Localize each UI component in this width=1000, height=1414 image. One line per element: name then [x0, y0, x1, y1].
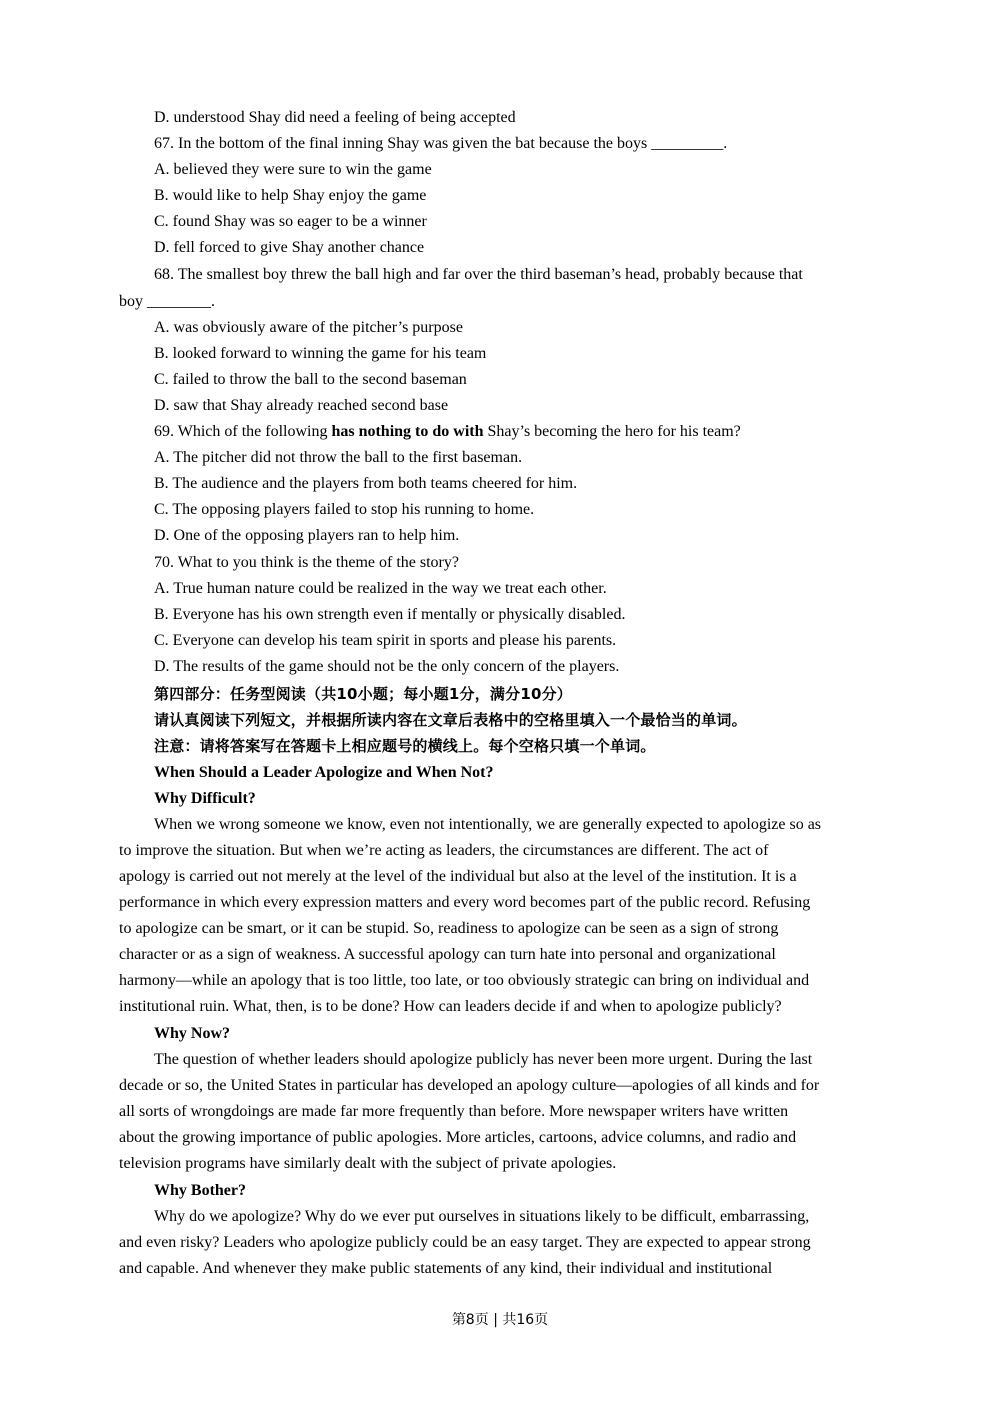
page-separator: |	[493, 1312, 498, 1328]
q66-option-d: D. understood Shay did need a feeling of being accepted	[154, 109, 516, 126]
s1-line: apology is carried out not merely at the level of the individual but also at the level of the institution. It is a	[119, 868, 797, 885]
q67-option-c: C. found Shay was so eager to be a winner	[154, 213, 427, 230]
q69-option-b: B. The audience and the players from both teams cheered for him.	[154, 475, 578, 492]
s3-line: Why do we apologize? Why do we ever put ourselves in situations likely to be difficult, embarrassing,	[154, 1208, 810, 1225]
section-heading-why-now: Why Now?	[154, 1025, 231, 1042]
s1-line: character or as a sign of weakness. A successful apology can turn hate into personal and organizational	[119, 946, 776, 963]
section-heading-why-bother: Why Bother?	[154, 1182, 246, 1199]
s2-line: television programs have similarly dealt with the subject of private apologies.	[119, 1155, 617, 1172]
q67-option-b: B. would like to help Shay enjoy the game	[154, 187, 427, 204]
page-number: 第8页	[451, 1312, 489, 1328]
q70-option-c: C. Everyone can develop his team spirit in sports and please his parents.	[154, 632, 617, 649]
q69-stem	[154, 422, 741, 442]
q68-stem-line2: boy ________.	[119, 293, 215, 310]
q68-option-c: C. failed to throw the ball to the second baseman	[154, 371, 467, 388]
q69-option-c: C. The opposing players failed to stop his running to home.	[154, 501, 535, 518]
s1-line: When we wrong someone we know, even not intentionally, we are generally expected to apologize so as	[154, 816, 822, 833]
s2-line: about the growing importance of public apologies. More articles, cartoons, advice columns, and radio and	[119, 1129, 797, 1146]
q68-option-a: A. was obviously aware of the pitcher’s purpose	[154, 319, 463, 336]
q69-option-a: A. The pitcher did not throw the ball to the first baseman.	[154, 449, 523, 466]
part4-note: 注意：请将答案写在答题卡上相应题号的横线上。每个空格只填一个单词。	[154, 737, 656, 755]
q70-option-b: B. Everyone has his own strength even if mentally or physically disabled.	[154, 606, 626, 623]
q67-stem: 67. In the bottom of the final inning Shay was given the bat because the boys _________.	[154, 135, 728, 152]
section-heading-why-difficult: Why Difficult?	[154, 790, 256, 807]
s1-line: to improve the situation. But when we’re acting as leaders, the circumstances are different. The act of	[119, 842, 769, 859]
s1-line: performance in which every expression matters and every word becomes part of the public record. Refusing	[119, 894, 811, 911]
q69-stem-post: Shay’s becoming the hero for his team?	[483, 423, 741, 440]
s3-line: and even risky? Leaders who apologize publicly could be an easy target. They are expected to appear strong	[119, 1234, 811, 1251]
s1-line: institutional ruin. What, then, is to be done? How can leaders decide if and when to apologize publicly?	[119, 998, 782, 1015]
page-footer	[0, 1310, 1000, 1330]
q68-option-d: D. saw that Shay already reached second base	[154, 397, 449, 414]
q69-stem-pre: 69. Which of the following	[154, 423, 332, 440]
article-title: When Should a Leader Apologize and When Not?	[154, 764, 494, 781]
q68-option-b: B. looked forward to winning the game for his team	[154, 345, 487, 362]
q70-option-a: A. True human nature could be realized in the way we treat each other.	[154, 580, 607, 597]
page-total: 共16页	[502, 1312, 549, 1328]
q68-stem-line1: 68. The smallest boy threw the ball high and far over the third baseman’s head, probably because that	[154, 266, 803, 283]
s1-line: to apologize can be smart, or it can be stupid. So, readiness to apologize can be seen as a sign of strong	[119, 920, 779, 937]
s2-line: all sorts of wrongdoings are made far more frequently than before. More newspaper writers have written	[119, 1103, 789, 1120]
q67-option-a: A. believed they were sure to win the game	[154, 161, 432, 178]
part4-heading: 第四部分：任务型阅读（共10小题；每小题1分，满分10分）	[154, 685, 572, 703]
s2-line: decade or so, the United States in particular has developed an apology culture—apologies of all kinds and for	[119, 1077, 820, 1094]
s3-line: and capable. And whenever they make public statements of any kind, their individual and institutional	[119, 1260, 773, 1277]
q67-option-d: D. fell forced to give Shay another chance	[154, 239, 425, 256]
part4-instruction: 请认真阅读下列短文，并根据所读内容在文章后表格中的空格里填入一个最恰当的单词。	[154, 711, 747, 729]
q70-option-d: D. The results of the game should not be the only concern of the players.	[154, 658, 620, 675]
q69-option-d: D. One of the opposing players ran to help him.	[154, 527, 460, 544]
q69-stem-bold: has nothing to do with	[331, 423, 484, 440]
q70-stem: 70. What to you think is the theme of the story?	[154, 554, 459, 571]
s1-line: harmony—while an apology that is too little, too late, or too obviously strategic can bring on individual and	[119, 972, 810, 989]
s2-line: The question of whether leaders should apologize publicly has never been more urgent. During the last	[154, 1051, 813, 1068]
